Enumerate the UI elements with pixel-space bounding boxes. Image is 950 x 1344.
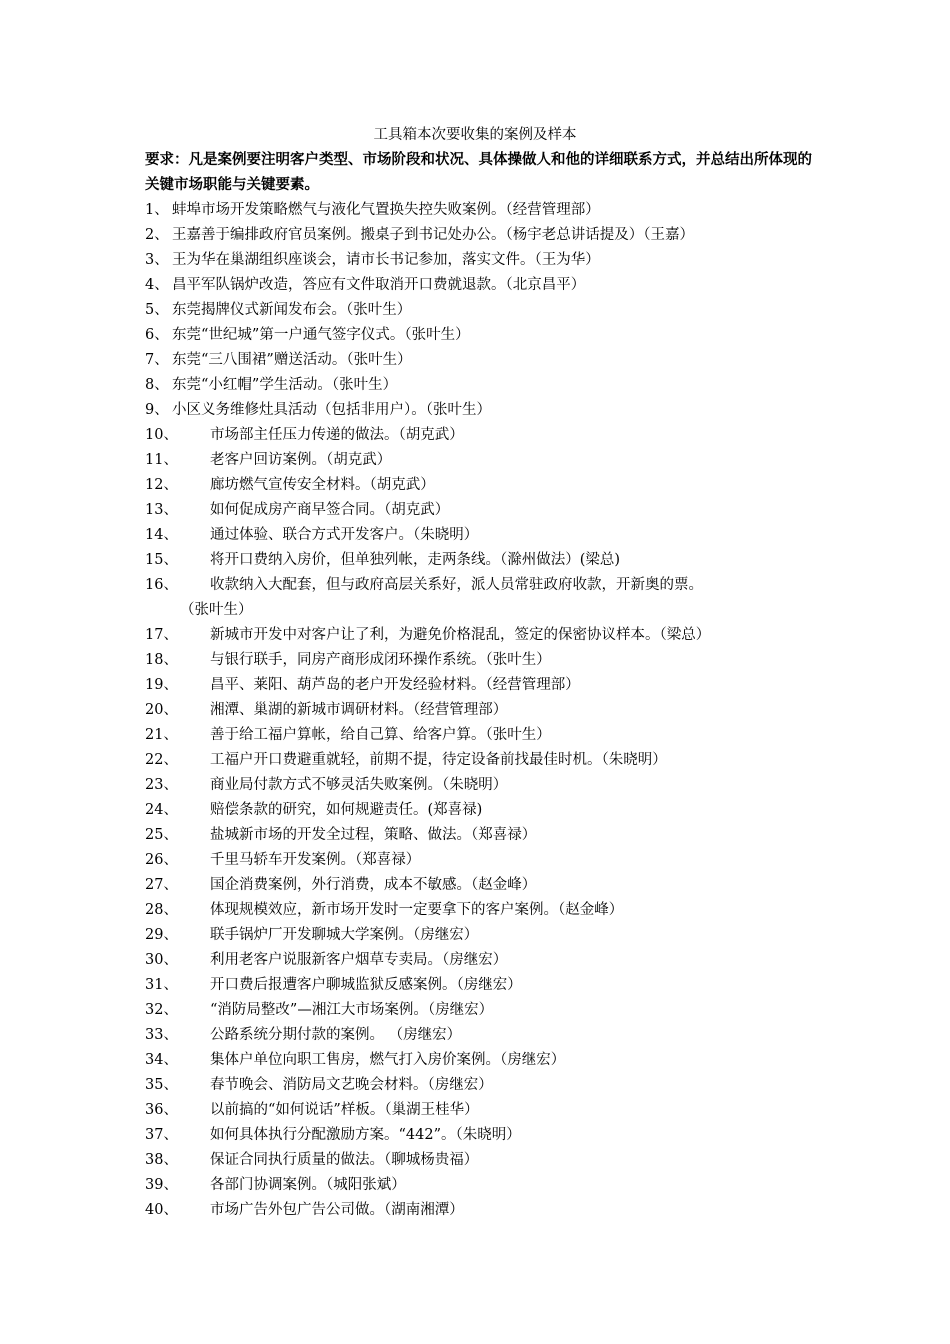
list-item-text: 昌平军队锅炉改造，答应有文件取消开口费就退款。（北京昌平） xyxy=(172,277,586,293)
list-item-number: 6、 xyxy=(145,327,169,343)
list-item-number: 10、 xyxy=(145,427,178,443)
list-item-text: 东莞揭牌仪式新闻发布会。（张叶生） xyxy=(172,302,412,318)
list-item-number: 23、 xyxy=(145,777,178,793)
list-item xyxy=(145,973,817,998)
list-item xyxy=(145,923,817,948)
list-item-number: 19、 xyxy=(145,677,178,693)
list-item-number: 29、 xyxy=(145,927,178,943)
list-item xyxy=(145,898,817,923)
list-item-text: 联手锅炉厂开发聊城大学案例。（房继宏） xyxy=(210,927,479,943)
list-item-number: 27、 xyxy=(145,877,178,893)
list-item-text: 如何具体执行分配激励方案。“442”。（朱晓明） xyxy=(210,1127,521,1143)
list-item xyxy=(145,648,817,673)
list-item-text: 各部门协调案例。（城阳张斌） xyxy=(210,1177,406,1193)
list-item-text: 廊坊燃气宣传安全材料。（胡克武） xyxy=(210,477,435,493)
list-item-text: 蚌埠市场开发策略燃气与液化气置换失控失败案例。（经营管理部） xyxy=(172,202,600,218)
list-item xyxy=(145,473,817,498)
list-item-text: 如何促成房产商早签合同。（胡克武） xyxy=(210,502,450,518)
list-item xyxy=(145,1173,817,1198)
list-item-text: 春节晚会、消防局文艺晚会材料。（房继宏） xyxy=(210,1077,493,1093)
list-item xyxy=(145,223,817,248)
list-item-text: 通过体验、联合方式开发客户。（朱晓明） xyxy=(210,527,479,543)
list-item-number: 15、 xyxy=(145,552,178,568)
list-item-text: 王为华在巢湖组织座谈会，请市长书记参加，落实文件。（王为华） xyxy=(172,252,600,268)
list-item-number: 40、 xyxy=(145,1202,178,1218)
list-item-text: 昌平、莱阳、葫芦岛的老户开发经验材料。（经营管理部） xyxy=(210,677,580,693)
list-item-number: 21、 xyxy=(145,727,178,743)
list-item-number: 8、 xyxy=(145,377,169,393)
list-item-text: 集体户单位向职工售房，燃气打入房价案例。（房继宏） xyxy=(210,1052,566,1068)
list-item-number: 3、 xyxy=(145,252,169,268)
list-item-text: 与银行联手，同房产商形成闭环操作系统。（张叶生） xyxy=(210,652,551,668)
list-item-text: 将开口费纳入房价，但单独列帐，走两条线。（滁州做法）(梁总) xyxy=(210,552,621,568)
case-list xyxy=(145,198,817,1223)
list-item xyxy=(145,673,817,698)
list-item xyxy=(145,723,817,748)
list-item xyxy=(145,548,817,573)
list-item xyxy=(145,273,817,298)
list-item-number: 13、 xyxy=(145,502,178,518)
list-item-number: 25、 xyxy=(145,827,178,843)
list-item-number: 30、 xyxy=(145,952,178,968)
list-item-number: 14、 xyxy=(145,527,178,543)
list-item-number: 33、 xyxy=(145,1027,178,1043)
list-item-number: 11、 xyxy=(145,452,178,468)
list-item xyxy=(145,1098,817,1123)
requirement-text: 要求：凡是案例要注明客户类型、市场阶段和状况、具体操做人和他的详细联系方式，并总结出所体现的关键市场职能与关键要素。 xyxy=(145,152,812,193)
list-item-text: 东莞“小红帽”学生活动。（张叶生） xyxy=(172,377,398,393)
list-item-text: 市场广告外包广告公司做。（湖南湘潭） xyxy=(210,1202,464,1218)
list-item-text: “消防局整改”—湘江大市场案例。（房继宏） xyxy=(210,1002,494,1018)
list-item xyxy=(145,1198,817,1223)
list-item-text: 利用老客户说服新客户烟草专卖局。（房继宏） xyxy=(210,952,508,968)
list-item xyxy=(145,1073,817,1098)
list-item-text: 老客户回访案例。（胡克武） xyxy=(210,452,392,468)
list-item-text: 湘潭、巢湖的新城市调研材料。（经营管理部） xyxy=(210,702,508,718)
list-item-text: 千里马轿车开发案例。（郑喜禄） xyxy=(210,852,421,868)
list-item-number: 34、 xyxy=(145,1052,178,1068)
list-item xyxy=(145,948,817,973)
list-item-number: 22、 xyxy=(145,752,178,768)
list-item-text: 东莞“世纪城”第一户通气签字仪式。（张叶生） xyxy=(172,327,470,343)
list-item-number: 28、 xyxy=(145,902,178,918)
list-item-text: 王嘉善于编排政府官员案例。搬桌子到书记处办公。（杨宇老总讲话提及）（王嘉） xyxy=(172,227,694,243)
list-item-number: 38、 xyxy=(145,1152,178,1168)
list-item xyxy=(145,1023,817,1048)
list-item-number: 36、 xyxy=(145,1102,178,1118)
list-item xyxy=(145,323,817,348)
list-item xyxy=(145,698,817,723)
list-item xyxy=(145,798,817,823)
list-item-number: 7、 xyxy=(145,352,169,368)
list-item-text: 东莞“三八围裙”赠送活动。（张叶生） xyxy=(172,352,412,368)
list-item xyxy=(145,873,817,898)
list-item xyxy=(145,498,817,523)
list-item-text: 国企消费案例，外行消费，成本不敏感。（赵金峰） xyxy=(210,877,537,893)
list-item-text: 市场部主任压力传递的做法。（胡克武） xyxy=(210,427,464,443)
list-item-continuation: （张叶生） xyxy=(180,602,253,618)
list-item xyxy=(145,998,817,1023)
list-item-number: 5、 xyxy=(145,302,169,318)
list-item xyxy=(145,348,817,373)
list-item-text: 小区义务维修灶具活动（包括非用户）。（张叶生） xyxy=(172,402,491,418)
list-item xyxy=(145,298,817,323)
list-item-number: 16、 xyxy=(145,577,178,593)
list-item xyxy=(145,773,817,798)
list-item xyxy=(145,748,817,773)
list-item xyxy=(145,248,817,273)
list-item-number: 24、 xyxy=(145,802,178,818)
list-item xyxy=(145,1148,817,1173)
list-item-text: 保证合同执行质量的做法。（聊城杨贵福） xyxy=(210,1152,479,1168)
list-item-number: 39、 xyxy=(145,1177,178,1193)
list-item-number: 17、 xyxy=(145,627,178,643)
list-item-number: 9、 xyxy=(145,402,169,418)
list-item-text: 公路系统分期付款的案例。 （房继宏） xyxy=(210,1027,462,1043)
list-item-text: 以前搞的“如何说话”样板。（巢湖王桂华） xyxy=(210,1102,479,1118)
list-item xyxy=(145,848,817,873)
list-item xyxy=(145,373,817,398)
list-item-number: 20、 xyxy=(145,702,178,718)
list-item xyxy=(145,423,817,448)
list-item-text: 开口费后报遭客户聊城监狱反感案例。（房继宏） xyxy=(210,977,522,993)
list-item xyxy=(145,523,817,548)
list-item-number: 37、 xyxy=(145,1127,178,1143)
list-item xyxy=(145,198,817,223)
list-item-number: 18、 xyxy=(145,652,178,668)
list-item-number: 26、 xyxy=(145,852,178,868)
list-item-number: 32、 xyxy=(145,1002,178,1018)
list-item-number: 2、 xyxy=(145,227,169,243)
list-item-number: 31、 xyxy=(145,977,178,993)
list-item-text: 工福户开口费避重就轻，前期不提，待定设备前找最佳时机。（朱晓明） xyxy=(210,752,667,768)
list-item xyxy=(145,573,817,623)
document-title: 工具箱本次要收集的案例及样本 xyxy=(373,127,577,143)
list-item-number: 12、 xyxy=(145,477,178,493)
list-item-text: 盐城新市场的开发全过程，策略、做法。（郑喜禄） xyxy=(210,827,537,843)
list-item xyxy=(145,1048,817,1073)
list-item-text: 商业局付款方式不够灵活失败案例。（朱晓明） xyxy=(210,777,508,793)
list-item-text: 赔偿条款的研究，如何规避责任。(郑喜禄) xyxy=(210,802,483,818)
list-item xyxy=(145,448,817,473)
list-item xyxy=(145,823,817,848)
list-item-text: 收款纳入大配套，但与政府高层关系好，派人员常驻政府收款，开新奥的票。 xyxy=(210,577,703,593)
list-item-text: 新城市开发中对客户让了利，为避免价格混乱，签定的保密协议样本。（梁总） xyxy=(210,627,711,643)
list-item xyxy=(145,1123,817,1148)
list-item xyxy=(145,398,817,423)
list-item-text: 善于给工福户算帐，给自己算、给客户算。（张叶生） xyxy=(210,727,551,743)
list-item-text: 体现规模效应，新市场开发时一定要拿下的客户案例。（赵金峰） xyxy=(210,902,624,918)
list-item-number: 4、 xyxy=(145,277,169,293)
list-item xyxy=(145,623,817,648)
list-item-number: 1、 xyxy=(145,202,169,218)
list-item-number: 35、 xyxy=(145,1077,178,1093)
